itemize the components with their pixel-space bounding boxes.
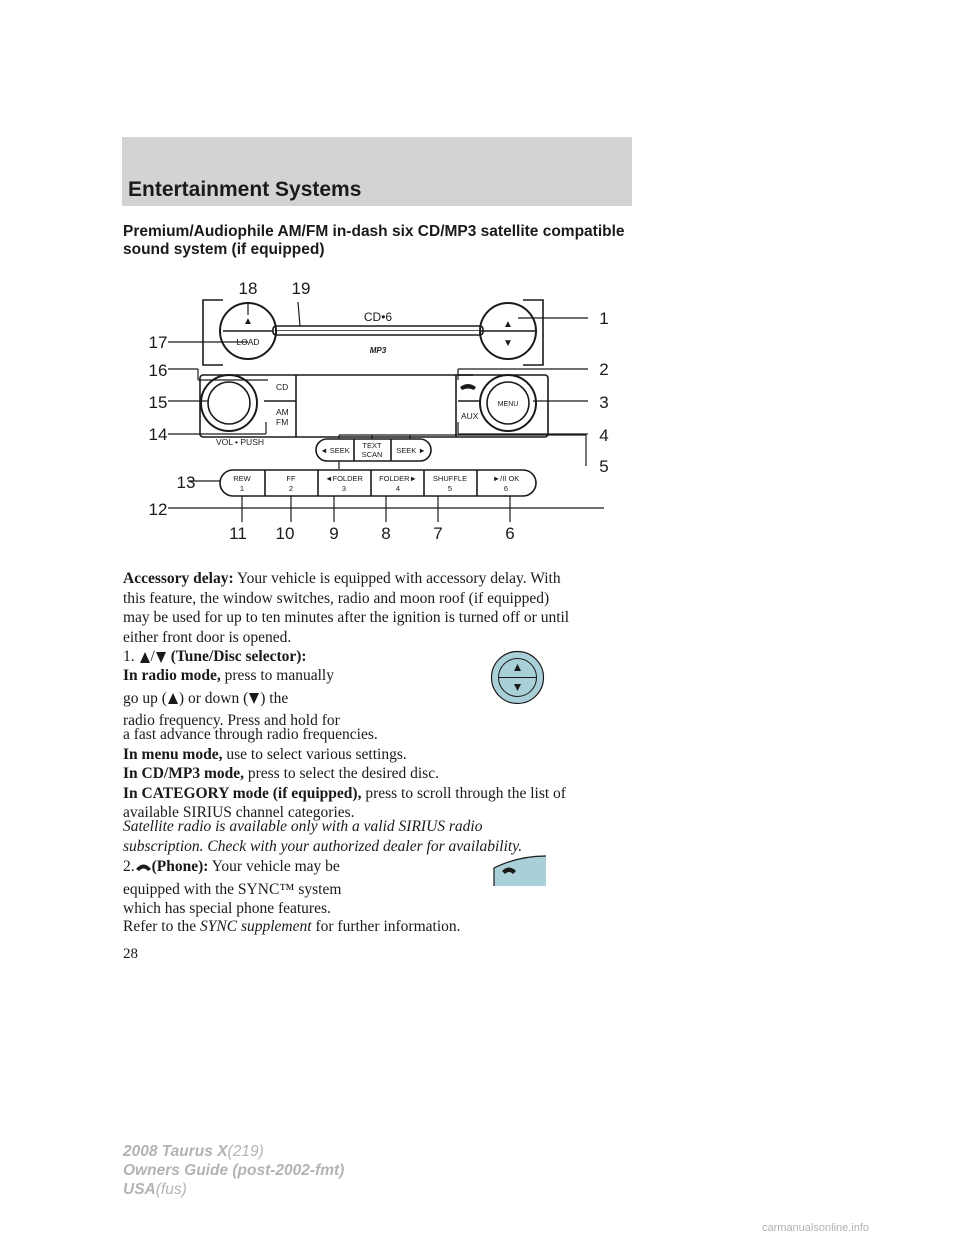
radio-mode-line-2: radio frequency. Press and hold for — [123, 712, 340, 729]
menu-mode-text: use to select various settings. — [226, 745, 407, 763]
accessory-delay-paragraph — [123, 569, 643, 647]
accessory-delay-label: Accessory delay: — [123, 570, 234, 587]
preset-6-top: ►/II OK — [492, 474, 520, 483]
preset-5-top: SHUFFLE — [432, 474, 468, 483]
svg-text:1: 1 — [599, 309, 609, 328]
am-label: AM — [276, 407, 289, 417]
down-arrow-icon — [248, 692, 260, 705]
up-arrow-icon — [139, 651, 151, 664]
down-arrow-icon — [155, 651, 167, 664]
footer-guide: Owners Guide (post-2002-fmt) — [123, 1162, 345, 1179]
preset-6-num: 6 — [503, 484, 509, 493]
accessory-line-2: this feature, the window switches, radio and moon roof (if equipped) — [123, 589, 550, 607]
svg-text:4: 4 — [599, 426, 609, 445]
item-2-refer — [123, 917, 643, 937]
satellite-note-line-2: subscription. Check with your authorized dealer for availability. — [123, 837, 523, 855]
item-2-phone — [123, 857, 483, 919]
refer-text-1: Refer to the — [123, 918, 197, 935]
preset-1-num: 1 — [239, 484, 245, 493]
svg-text:14: 14 — [148, 425, 168, 444]
svg-text:16: 16 — [148, 361, 168, 380]
scan-label: SCAN — [361, 450, 383, 459]
svg-text:8: 8 — [381, 524, 391, 543]
refer-text-2: for further information. — [315, 918, 461, 935]
svg-text:18: 18 — [238, 279, 258, 298]
goup-text-1: go up ( — [123, 689, 167, 707]
accessory-line-1: Your vehicle is equipped with accessory delay. With — [236, 570, 561, 587]
item-1-slash: / — [150, 648, 155, 665]
svg-text:19: 19 — [291, 279, 311, 298]
phone-icon — [135, 862, 152, 872]
preset-4-num: 4 — [395, 484, 401, 493]
preset-3-top: ◄FOLDER — [325, 474, 363, 483]
svg-text:9: 9 — [329, 524, 339, 543]
section-heading: Premium/Audiophile AM/FM in-dash six CD/MP3 satellite compatible sound system (if equipped) — [123, 223, 625, 258]
load-label: LOAD — [236, 337, 260, 347]
seek-right-label: SEEK ► — [396, 446, 426, 455]
item-1-title: (Tune/Disc selector): — [170, 648, 307, 665]
aux-label: AUX — [461, 411, 479, 421]
preset-2-top: FF — [286, 474, 296, 483]
preset-3-num: 3 — [341, 484, 347, 493]
goup-text-2: ) or down ( — [178, 689, 249, 707]
item-2-line-2: equipped with the SYNC™ system — [123, 880, 342, 898]
accessory-line-3: may be used for up to ten minutes after the ignition is turned off or until — [123, 609, 570, 626]
item-1-number: 1. — [123, 648, 135, 665]
preset-4-top: FOLDER► — [379, 474, 417, 483]
cd-mode-label: In CD/MP3 mode, — [123, 765, 244, 782]
item-1-radio-mode — [123, 666, 473, 731]
preset-2-num: 2 — [288, 484, 294, 493]
page-number: 28 — [123, 946, 138, 962]
satellite-note — [123, 817, 643, 856]
radio-mode-line-1: press to manually — [224, 667, 334, 684]
footer-model: 2008 Taurus X — [123, 1143, 228, 1160]
svg-text:▲: ▲ — [243, 316, 253, 327]
item-1-details — [123, 725, 643, 823]
preset-5-num: 5 — [447, 484, 453, 493]
fm-label: FM — [276, 417, 289, 427]
accessory-line-4: either front door is opened. — [123, 628, 292, 646]
cd-label: CD — [276, 382, 289, 392]
phone-button-image — [493, 855, 548, 887]
svg-text:15: 15 — [148, 393, 168, 412]
svg-text:17: 17 — [148, 333, 168, 352]
up-arrow-icon — [167, 692, 179, 705]
radio-mode-label: In radio mode, — [123, 667, 221, 684]
svg-text:▲: ▲ — [503, 319, 513, 330]
cd-mode-text: press to select the desired disc. — [247, 765, 439, 782]
sync-supplement-ref: SYNC supplement — [200, 918, 312, 935]
page-footer — [123, 1142, 344, 1199]
svg-text:10: 10 — [275, 524, 295, 543]
svg-text:2: 2 — [599, 360, 609, 379]
category-mode-line-2: available SIRIUS channel categories. — [123, 804, 355, 821]
radio-mode-line-3: a fast advance through radio frequencies. — [123, 726, 378, 743]
svg-text:7: 7 — [433, 524, 443, 543]
menu-label: MENU — [497, 401, 519, 408]
preset-1-top: REW — [233, 474, 251, 483]
vol-label: VOL • PUSH — [216, 437, 265, 447]
item-2-title: (Phone): — [151, 858, 209, 875]
category-mode-line-1: press to scroll through the list of — [365, 784, 566, 802]
footer-region: USA — [123, 1181, 156, 1198]
satellite-note-line-1: Satellite radio is available only with a valid SIRIUS radio — [123, 818, 483, 835]
mp3-label: MP3 — [369, 346, 387, 355]
svg-text:5: 5 — [599, 457, 609, 476]
text-label: TEXT — [362, 441, 382, 450]
svg-text:6: 6 — [505, 524, 515, 543]
radio-faceplate-diagram — [128, 270, 628, 555]
svg-text:▼: ▼ — [503, 338, 513, 349]
phone-icon — [460, 384, 476, 390]
footer-region-code: (fus) — [155, 1181, 187, 1198]
tune-knob-image — [490, 650, 545, 705]
goup-text-3: ) the — [260, 689, 289, 707]
svg-text:13: 13 — [176, 473, 196, 492]
svg-text:12: 12 — [148, 500, 168, 519]
item-2-line-3: which has special phone features. — [123, 900, 331, 917]
item-2-number: 2. — [123, 858, 135, 875]
cd6-label: CD•6 — [363, 310, 393, 324]
category-mode-label: In CATEGORY mode (if equipped), — [123, 784, 362, 802]
svg-text:11: 11 — [229, 524, 247, 543]
menu-mode-label: In menu mode, — [123, 745, 223, 763]
item-1-heading — [123, 647, 643, 667]
page-header-title: Entertainment Systems — [128, 178, 362, 201]
seek-left-label: ◄ SEEK — [320, 446, 350, 455]
watermark: carmanualsonline.info — [762, 1222, 870, 1234]
svg-text:3: 3 — [599, 393, 609, 412]
item-2-line-1: Your vehicle may be — [211, 858, 340, 875]
footer-model-code: (219) — [227, 1143, 264, 1160]
